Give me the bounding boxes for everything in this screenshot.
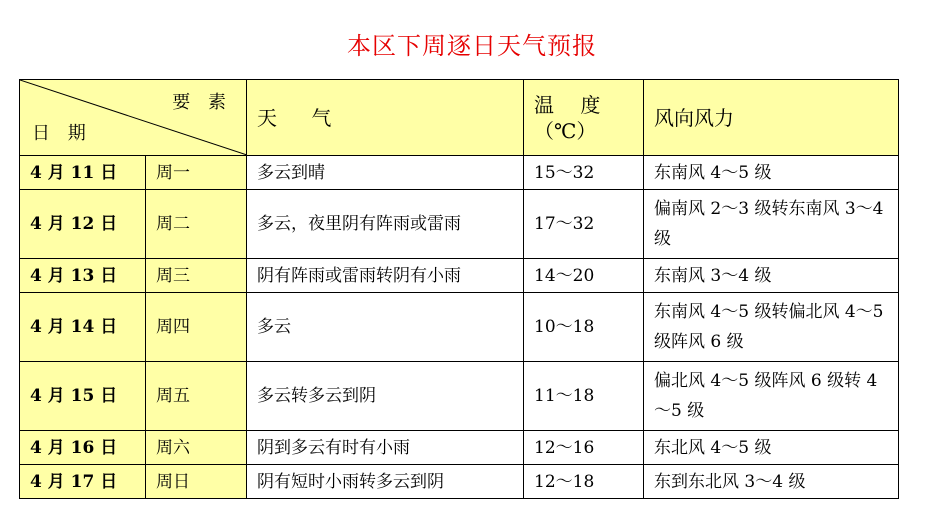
header-date-label: 日 期 (32, 123, 92, 144)
header-temp-line2: （℃） (534, 118, 597, 143)
forecast-table (19, 79, 899, 499)
row-date: 4 月 17 日 (20, 465, 146, 499)
table-row (20, 431, 899, 465)
row-day: 周五 (146, 362, 247, 431)
row-wind: 偏南风 2～3 级转东南风 3～4 级 (644, 190, 899, 259)
row-wind: 东北风 4～5 级 (644, 431, 899, 465)
diagonal-header-cell (20, 80, 247, 156)
header-wind: 风向风力 (644, 80, 899, 156)
row-weather: 多云到晴 (247, 156, 524, 190)
page-title: 本区下周逐日天气预报 (347, 32, 597, 60)
row-day: 周二 (146, 190, 247, 259)
header-elements-label: 要 素 (172, 92, 232, 113)
row-temp: 11～18 (524, 362, 644, 431)
row-day: 周日 (146, 465, 247, 499)
row-day: 周一 (146, 156, 247, 190)
row-date: 4 月 13 日 (20, 259, 146, 293)
table-row (20, 190, 899, 259)
row-day: 周四 (146, 293, 247, 362)
row-day: 周六 (146, 431, 247, 465)
header-temperature (524, 80, 644, 156)
table-row (20, 156, 899, 190)
row-date: 4 月 14 日 (20, 293, 146, 362)
table-row (20, 293, 899, 362)
row-temp: 10～18 (524, 293, 644, 362)
row-wind: 东南风 4～5 级转偏北风 4～5 级阵风 6 级 (644, 293, 899, 362)
row-wind: 偏北风 4～5 级阵风 6 级转 4～5 级 (644, 362, 899, 431)
table-row (20, 362, 899, 431)
table-row (20, 259, 899, 293)
header-temp-line1: 温 度 (534, 92, 611, 117)
row-weather: 多云 (247, 293, 524, 362)
row-temp: 15～32 (524, 156, 644, 190)
row-date: 4 月 12 日 (20, 190, 146, 259)
row-weather: 阴到多云有时有小雨 (247, 431, 524, 465)
row-date: 4 月 15 日 (20, 362, 146, 431)
header-weather: 天 气 (247, 80, 524, 156)
row-wind: 东到东北风 3～4 级 (644, 465, 899, 499)
row-date: 4 月 11 日 (20, 156, 146, 190)
row-day: 周三 (146, 259, 247, 293)
header-row (20, 80, 899, 156)
row-weather: 阴有阵雨或雷雨转阴有小雨 (247, 259, 524, 293)
row-temp: 12～18 (524, 465, 644, 499)
row-weather: 多云，夜里阴有阵雨或雷雨 (247, 190, 524, 259)
row-temp: 17～32 (524, 190, 644, 259)
table-row (20, 465, 899, 499)
row-temp: 12～16 (524, 431, 644, 465)
row-wind: 东南风 3～4 级 (644, 259, 899, 293)
row-date: 4 月 16 日 (20, 431, 146, 465)
row-weather: 多云转多云到阴 (247, 362, 524, 431)
row-weather: 阴有短时小雨转多云到阴 (247, 465, 524, 499)
row-temp: 14～20 (524, 259, 644, 293)
row-wind: 东南风 4～5 级 (644, 156, 899, 190)
